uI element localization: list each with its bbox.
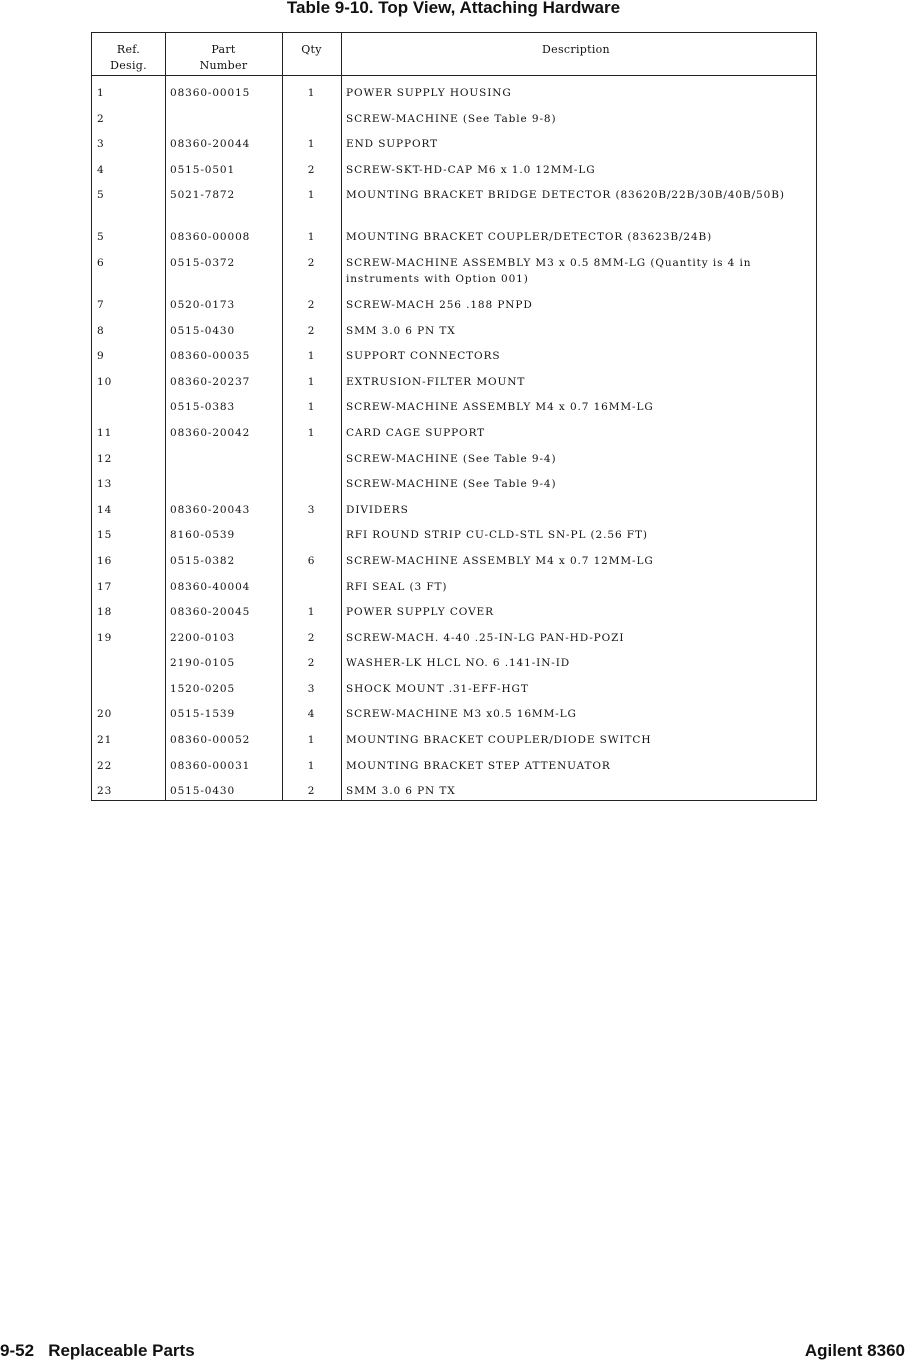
- ref-designator: 21: [97, 734, 113, 747]
- description: SCREW-MACHINE ASSEMBLY M3 x 0.5 8MM-LG (Quantity is 4 in instruments with Option 001): [346, 256, 752, 286]
- part-number: 08360-00008: [170, 231, 251, 244]
- table-row: [92, 246, 816, 288]
- table-row: [92, 288, 816, 314]
- description: SHOCK MOUNT .31-EFF-HGT: [346, 682, 529, 695]
- ref-designator: 20: [97, 708, 113, 721]
- description: POWER SUPPLY COVER: [346, 606, 494, 619]
- part-number: 0515-1539: [170, 708, 236, 721]
- table-row: [92, 672, 816, 698]
- description: SMM 3.0 6 PN TX: [346, 324, 456, 337]
- description: SCREW-MACHINE ASSEMBLY M4 x 0.7 12MM-LG: [346, 554, 654, 567]
- part-number: 2190-0105: [170, 657, 236, 670]
- description: SCREW-MACH. 4-40 .25-IN-LG PAN-HD-POZI: [346, 631, 625, 644]
- part-number: 08360-20042: [170, 426, 251, 439]
- quantity: 1: [307, 426, 316, 439]
- part-number: 2200-0103: [170, 631, 236, 644]
- description: MOUNTING BRACKET BRIDGE DETECTOR (83620B/22B/30B/40B/50B): [346, 189, 785, 202]
- description: SCREW-MACH 256 .188 PNPD: [346, 298, 533, 311]
- part-number: 0515-0383: [170, 401, 236, 414]
- description: MOUNTING BRACKET COUPLER/DIODE SWITCH: [346, 734, 652, 747]
- description: SCREW-MACHINE ASSEMBLY M4 x 0.7 16MM-LG: [346, 401, 654, 414]
- description: WASHER-LK HLCL NO. 6 .141-IN-ID: [346, 657, 571, 670]
- part-number: 08360-20237: [170, 375, 251, 388]
- part-number: 08360-20044: [170, 138, 251, 151]
- ref-designator: 10: [97, 375, 113, 388]
- table-row: [92, 544, 816, 570]
- ref-designator: 11: [97, 426, 113, 439]
- description: SCREW-MACHINE (See Table 9-4): [346, 452, 557, 465]
- quantity: 1: [307, 138, 316, 151]
- table-row: [92, 493, 816, 519]
- quantity: 1: [307, 87, 316, 99]
- table-row: [92, 774, 816, 800]
- table-row: [92, 365, 816, 391]
- part-number: 08360-00031: [170, 759, 251, 772]
- table-row: [92, 76, 816, 102]
- description: POWER SUPPLY HOUSING: [346, 87, 512, 99]
- part-number: 0515-0372: [170, 256, 236, 269]
- header-ref: [92, 42, 165, 74]
- table-row: [92, 646, 816, 672]
- quantity: 2: [307, 298, 316, 311]
- table-row: [92, 416, 816, 442]
- table-title: Table 9-10. Top View, Attaching Hardware: [286, 0, 621, 17]
- description: RFI SEAL (3 FT): [346, 580, 448, 593]
- ref-designator: 8: [97, 324, 105, 337]
- part-number: 08360-00035: [170, 350, 251, 363]
- ref-designator: 13: [97, 478, 113, 491]
- part-number: 08360-20045: [170, 606, 251, 619]
- header-part-line2: Number: [199, 59, 248, 72]
- ref-designator: 15: [97, 529, 113, 542]
- quantity: 2: [307, 256, 316, 269]
- ref-designator: 9: [97, 350, 105, 363]
- ref-designator: 19: [97, 631, 113, 644]
- ref-designator: 14: [97, 503, 113, 516]
- quantity: 6: [307, 554, 316, 567]
- ref-designator: 7: [97, 298, 105, 311]
- quantity: 2: [307, 163, 316, 176]
- table-body: [92, 76, 816, 800]
- quantity: 1: [307, 350, 316, 363]
- ref-designator: 5: [97, 189, 105, 202]
- quantity: 1: [307, 734, 316, 747]
- ref-designator: 12: [97, 452, 113, 465]
- ref-designator: 18: [97, 606, 113, 619]
- ref-designator: 3: [97, 138, 105, 151]
- table-row: [92, 178, 816, 220]
- table-row: [92, 102, 816, 128]
- header-qty: Qty: [301, 43, 322, 56]
- description: CARD CAGE SUPPORT: [346, 426, 486, 439]
- ref-designator: 4: [97, 163, 105, 176]
- description: MOUNTING BRACKET COUPLER/DETECTOR (83623B/24B): [346, 231, 713, 244]
- header-ref-line1: Ref.: [116, 43, 141, 56]
- table-row: [92, 390, 816, 416]
- quantity: 2: [307, 785, 316, 798]
- description: SMM 3.0 6 PN TX: [346, 785, 456, 798]
- header-ref-line2: Desig.: [110, 59, 147, 72]
- quantity: 1: [307, 189, 316, 202]
- quantity: 4: [307, 708, 316, 721]
- table-row: [92, 467, 816, 493]
- part-number: 0515-0430: [170, 785, 236, 798]
- description: SCREW-MACHINE (See Table 9-8): [346, 112, 557, 125]
- quantity: 1: [307, 606, 316, 619]
- ref-designator: 23: [97, 785, 113, 798]
- table-row: [92, 220, 816, 246]
- table-row: [92, 595, 816, 621]
- part-number: 0515-0430: [170, 324, 236, 337]
- part-number: 08360-00015: [170, 87, 251, 99]
- part-number: 0515-0382: [170, 554, 236, 567]
- description: SCREW-MACHINE (See Table 9-4): [346, 478, 557, 491]
- part-number: 5021-7872: [170, 189, 236, 202]
- table-header: [92, 33, 816, 76]
- ref-designator: 1: [97, 87, 105, 99]
- footer-product: Agilent 8360: [804, 1341, 905, 1360]
- description: SCREW-MACHINE M3 x0.5 16MM-LG: [346, 708, 577, 721]
- part-number: 0515-0501: [170, 163, 236, 176]
- description: SCREW-SKT-HD-CAP M6 x 1.0 12MM-LG: [346, 163, 596, 176]
- part-number: 08360-20043: [170, 503, 251, 516]
- header-description: Description: [542, 43, 610, 56]
- part-number: 0520-0173: [170, 298, 236, 311]
- table-row: [92, 621, 816, 647]
- table-row: [92, 518, 816, 544]
- table-row: [92, 153, 816, 179]
- quantity: 2: [307, 657, 316, 670]
- ref-designator: 2: [97, 112, 105, 125]
- part-number: 08360-00052: [170, 734, 251, 747]
- table-row: [92, 339, 816, 365]
- header-part-line1: Part: [211, 43, 236, 56]
- ref-designator: 22: [97, 759, 113, 772]
- quantity: 1: [307, 401, 316, 414]
- quantity: 3: [307, 503, 316, 516]
- quantity: 1: [307, 759, 316, 772]
- quantity: 2: [307, 324, 316, 337]
- table-row: [92, 749, 816, 775]
- quantity: 1: [307, 375, 316, 388]
- ref-designator: 16: [97, 554, 113, 567]
- table-row: [92, 314, 816, 340]
- part-number: 1520-0205: [170, 682, 236, 695]
- table-row: [92, 127, 816, 153]
- header-part: [165, 42, 282, 74]
- quantity: 3: [307, 682, 316, 695]
- part-number: 8160-0539: [170, 529, 236, 542]
- table-row: [92, 570, 816, 596]
- ref-designator: 6: [97, 256, 105, 269]
- description: DIVIDERS: [346, 503, 409, 516]
- description: END SUPPORT: [346, 138, 439, 151]
- description: RFI ROUND STRIP CU-CLD-STL SN-PL (2.56 FT): [346, 529, 648, 542]
- ref-designator: 17: [97, 580, 113, 593]
- description: EXTRUSION-FILTER MOUNT: [346, 375, 526, 388]
- quantity: 1: [307, 231, 316, 244]
- ref-designator: 5: [97, 231, 105, 244]
- footer-page-section: 9-52 Replaceable Parts: [0, 1341, 195, 1360]
- description: MOUNTING BRACKET STEP ATTENUATOR: [346, 759, 611, 772]
- description: SUPPORT CONNECTORS: [346, 350, 501, 363]
- quantity: 2: [307, 631, 316, 644]
- table-row: [92, 697, 816, 723]
- table-row: [92, 442, 816, 468]
- table-row: [92, 723, 816, 749]
- part-number: 08360-40004: [170, 580, 251, 593]
- parts-table: [91, 32, 817, 801]
